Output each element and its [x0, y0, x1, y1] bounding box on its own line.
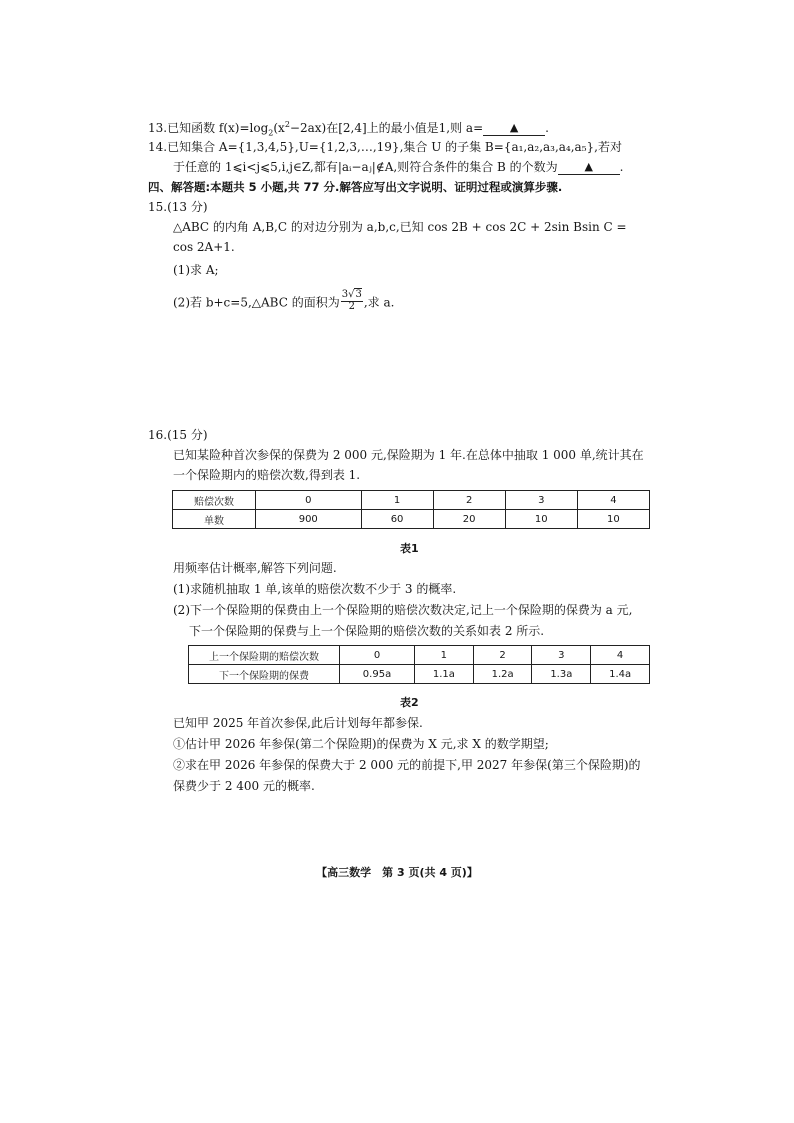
table-cell: 赔偿次数 [173, 491, 256, 510]
q13-exponent: 2 [284, 120, 290, 129]
q16-part2-line1: (2)下一个保险期的保费由上一个保险期的赔偿次数决定,记上一个保险期的保费为 a 元, [173, 603, 633, 617]
q14-line2: 于任意的 1⩽i<j⩽5,i,j∈Z,都有|aᵢ−aⱼ|∉A,则符合条件的集合 B 的个数为 [173, 160, 558, 174]
table-cell: 下一个保险期的保费 [189, 665, 340, 684]
table-cell: 1.2a [473, 665, 532, 684]
fraction-numerator: 3√3 [341, 289, 362, 300]
q14-number: 14. [148, 140, 168, 154]
q13-end: . [545, 121, 549, 135]
q13-answer-blank [483, 122, 545, 136]
q15-part2 [173, 289, 395, 314]
table-2-caption: 表2 [400, 696, 419, 709]
table-row [173, 510, 650, 529]
q13-text-b: (x [273, 121, 285, 135]
q14-line1: 已知集合 A={1,3,4,5},U={1,2,3,…,19},集合 U 的子集 B={a₁,a₂,a₃,a₄,a₅},若对 [167, 140, 622, 154]
table-1 [172, 490, 650, 529]
fraction-denominator: 2 [348, 300, 355, 312]
q16-header: 16.(15 分) [148, 428, 208, 442]
q15-line1: △ABC 的内角 A,B,C 的对边分别为 a,b,c,已知 cos 2B + cos 2C + 2sin Bsin C = [173, 220, 627, 234]
question-14-line2 [173, 160, 624, 176]
q15-line2: cos 2A+1. [173, 240, 235, 254]
q13-text-c: −2ax)在[2,4]上的最小值是1,则 a= [289, 121, 484, 135]
q16-part2-line2: 下一个保险期的保费与上一个保险期的赔偿次数的关系如表 2 所示. [189, 624, 545, 638]
table-cell: 0 [340, 646, 415, 665]
question-13 [148, 120, 549, 139]
q16-line3: 用频率估计概率,解答下列问题. [173, 561, 337, 575]
table-cell: 0 [256, 491, 362, 510]
table-2 [188, 645, 650, 684]
table-row [173, 491, 650, 510]
q13-log-base: 2 [268, 128, 274, 138]
triangle-icon: ▲ [584, 160, 593, 173]
question-14-line1 [148, 140, 622, 156]
table-cell: 10 [505, 510, 577, 529]
table-cell: 1 [361, 491, 433, 510]
q16-part1: (1)求随机抽取 1 单,该单的赔偿次数不少于 3 的概率. [173, 582, 457, 596]
q16-sub1: ①估计甲 2026 年参保(第二个保险期)的保费为 X 元,求 X 的数学期望; [173, 737, 549, 751]
page-footer: 【高三数学 第 3 页(共 4 页)】 [316, 866, 478, 879]
q16-line1: 已知某险种首次参保的保费为 2 000 元,保险期为 1 年.在总体中抽取 1 000 单,统计其在 [173, 448, 644, 462]
q15-part1: (1)求 A; [173, 263, 219, 277]
q16-sub2-line1: ②求在甲 2026 年参保的保费大于 2 000 元的前提下,甲 2027 年参保(第三个保险期)的 [173, 758, 641, 772]
numerator-radicand: 3 [355, 289, 362, 300]
q14-answer-blank [558, 161, 620, 175]
table-cell: 4 [577, 491, 649, 510]
table-cell: 1.1a [415, 665, 474, 684]
q14-end: . [619, 160, 624, 174]
table-cell: 1.3a [532, 665, 591, 684]
table-cell: 0.95a [340, 665, 415, 684]
table-cell: 2 [433, 491, 505, 510]
table-row [189, 646, 650, 665]
table-cell: 60 [361, 510, 433, 529]
q15-part2-text-b: ,求 a. [363, 295, 395, 310]
table-cell: 单数 [173, 510, 256, 529]
table-row [189, 665, 650, 684]
table-cell: 4 [591, 646, 650, 665]
q15-header: 15.(13 分) [148, 200, 208, 214]
table-cell: 1.4a [591, 665, 650, 684]
q16-line2: 一个保险期内的赔偿次数,得到表 1. [173, 468, 361, 482]
q16-line4: 已知甲 2025 年首次参保,此后计划每年都参保. [173, 716, 423, 730]
table-cell: 20 [433, 510, 505, 529]
table-1-caption: 表1 [400, 542, 419, 555]
table-cell: 3 [532, 646, 591, 665]
q13-text-a: 已知函数 f(x)=log [167, 121, 269, 135]
table-cell: 10 [577, 510, 649, 529]
table-cell: 900 [256, 510, 362, 529]
q15-area-fraction [341, 290, 363, 312]
table-cell: 上一个保险期的赔偿次数 [189, 646, 340, 665]
numerator-coefficient: 3 [341, 289, 349, 300]
table-cell: 1 [415, 646, 474, 665]
q16-sub2-line2: 保费少于 2 400 元的概率. [173, 779, 315, 793]
q15-part2-text-a: (2)若 b+c=5,△ABC 的面积为 [173, 295, 340, 310]
table-cell: 3 [505, 491, 577, 510]
q13-number: 13. [148, 121, 168, 135]
section-4-heading: 四、解答题:本题共 5 小题,共 77 分.解答应写出文字说明、证明过程或演算步骤. [148, 180, 563, 194]
triangle-icon: ▲ [509, 121, 519, 134]
table-cell: 2 [473, 646, 532, 665]
